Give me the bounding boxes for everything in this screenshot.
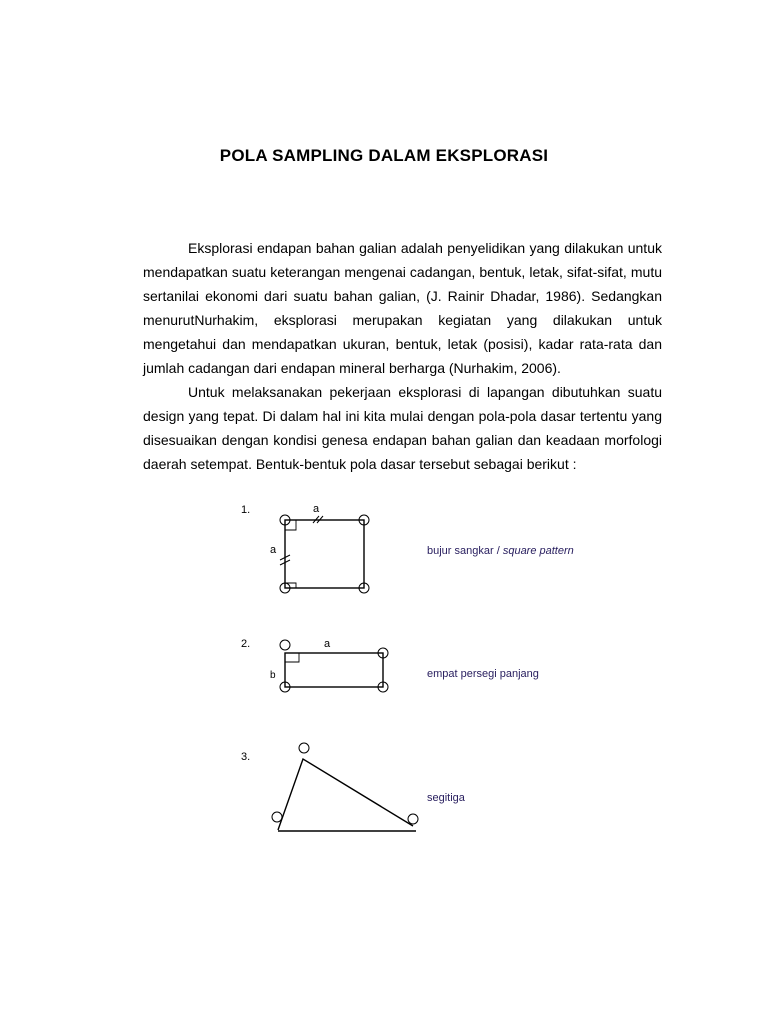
page-title: POLA SAMPLING DALAM EKSPLORASI <box>219 146 549 165</box>
figure-2-caption: empat persegi panjang <box>427 668 539 680</box>
rectangle-shape <box>285 653 383 687</box>
figure-1-caption: bujur sangkar / square pattern <box>427 545 574 557</box>
side-label-top: a <box>313 503 320 515</box>
figure-triangle-pattern <box>241 743 466 831</box>
side-label-top: a <box>324 638 331 650</box>
paragraph-1: Eksplorasi endapan bahan galian adalah penyelidikan yang dilakukan untuk mendapatkan suatu keterangan mengenai cadangan, bentuk, letak, sifat-sifat, mutu sertanilai ekonomi dari suatu bahan galian, (J. Rainir Dhadar, 1986). Sedangkan menurutNurhakim, eksplorasi merupakan kegiatan yang dilakukan untuk mengetahui dan mendapatkan ukuran, bentuk, letak (posisi), kadar rata-rata dan jumlah cadangan dari endapan mineral berharga (Nurhakim, 2006). <box>143 240 662 376</box>
figure-1-number: 1. <box>241 504 251 516</box>
square-shape <box>285 520 364 588</box>
figure-rectangle-pattern <box>241 638 539 692</box>
sample-point <box>408 814 418 824</box>
paragraph-2: Untuk melaksanakan pekerjaan eksplorasi di lapangan dibutuhkan suatu design yang tepat. Di dalam hal ini kita mulai dengan pola-pola dasar tertentu yang disesuaikan dengan kondisi genesa endapan bahan galian dan keadaan morfologi daerah setempat. Bentuk-bentuk pola dasar tersebut sebagai berikut : <box>143 384 662 472</box>
figure-square-pattern <box>241 503 574 593</box>
figure-2-number: 2. <box>241 638 251 650</box>
figure-3-caption: segitiga <box>427 792 465 804</box>
figure-3-number: 3. <box>241 751 251 763</box>
sample-point <box>280 640 290 650</box>
sample-point <box>272 812 282 822</box>
side-label-left: a <box>270 544 277 556</box>
sample-point <box>299 743 309 753</box>
side-label-left: b <box>270 670 276 681</box>
triangle-sides <box>278 759 413 830</box>
right-angle-mark <box>285 653 299 662</box>
